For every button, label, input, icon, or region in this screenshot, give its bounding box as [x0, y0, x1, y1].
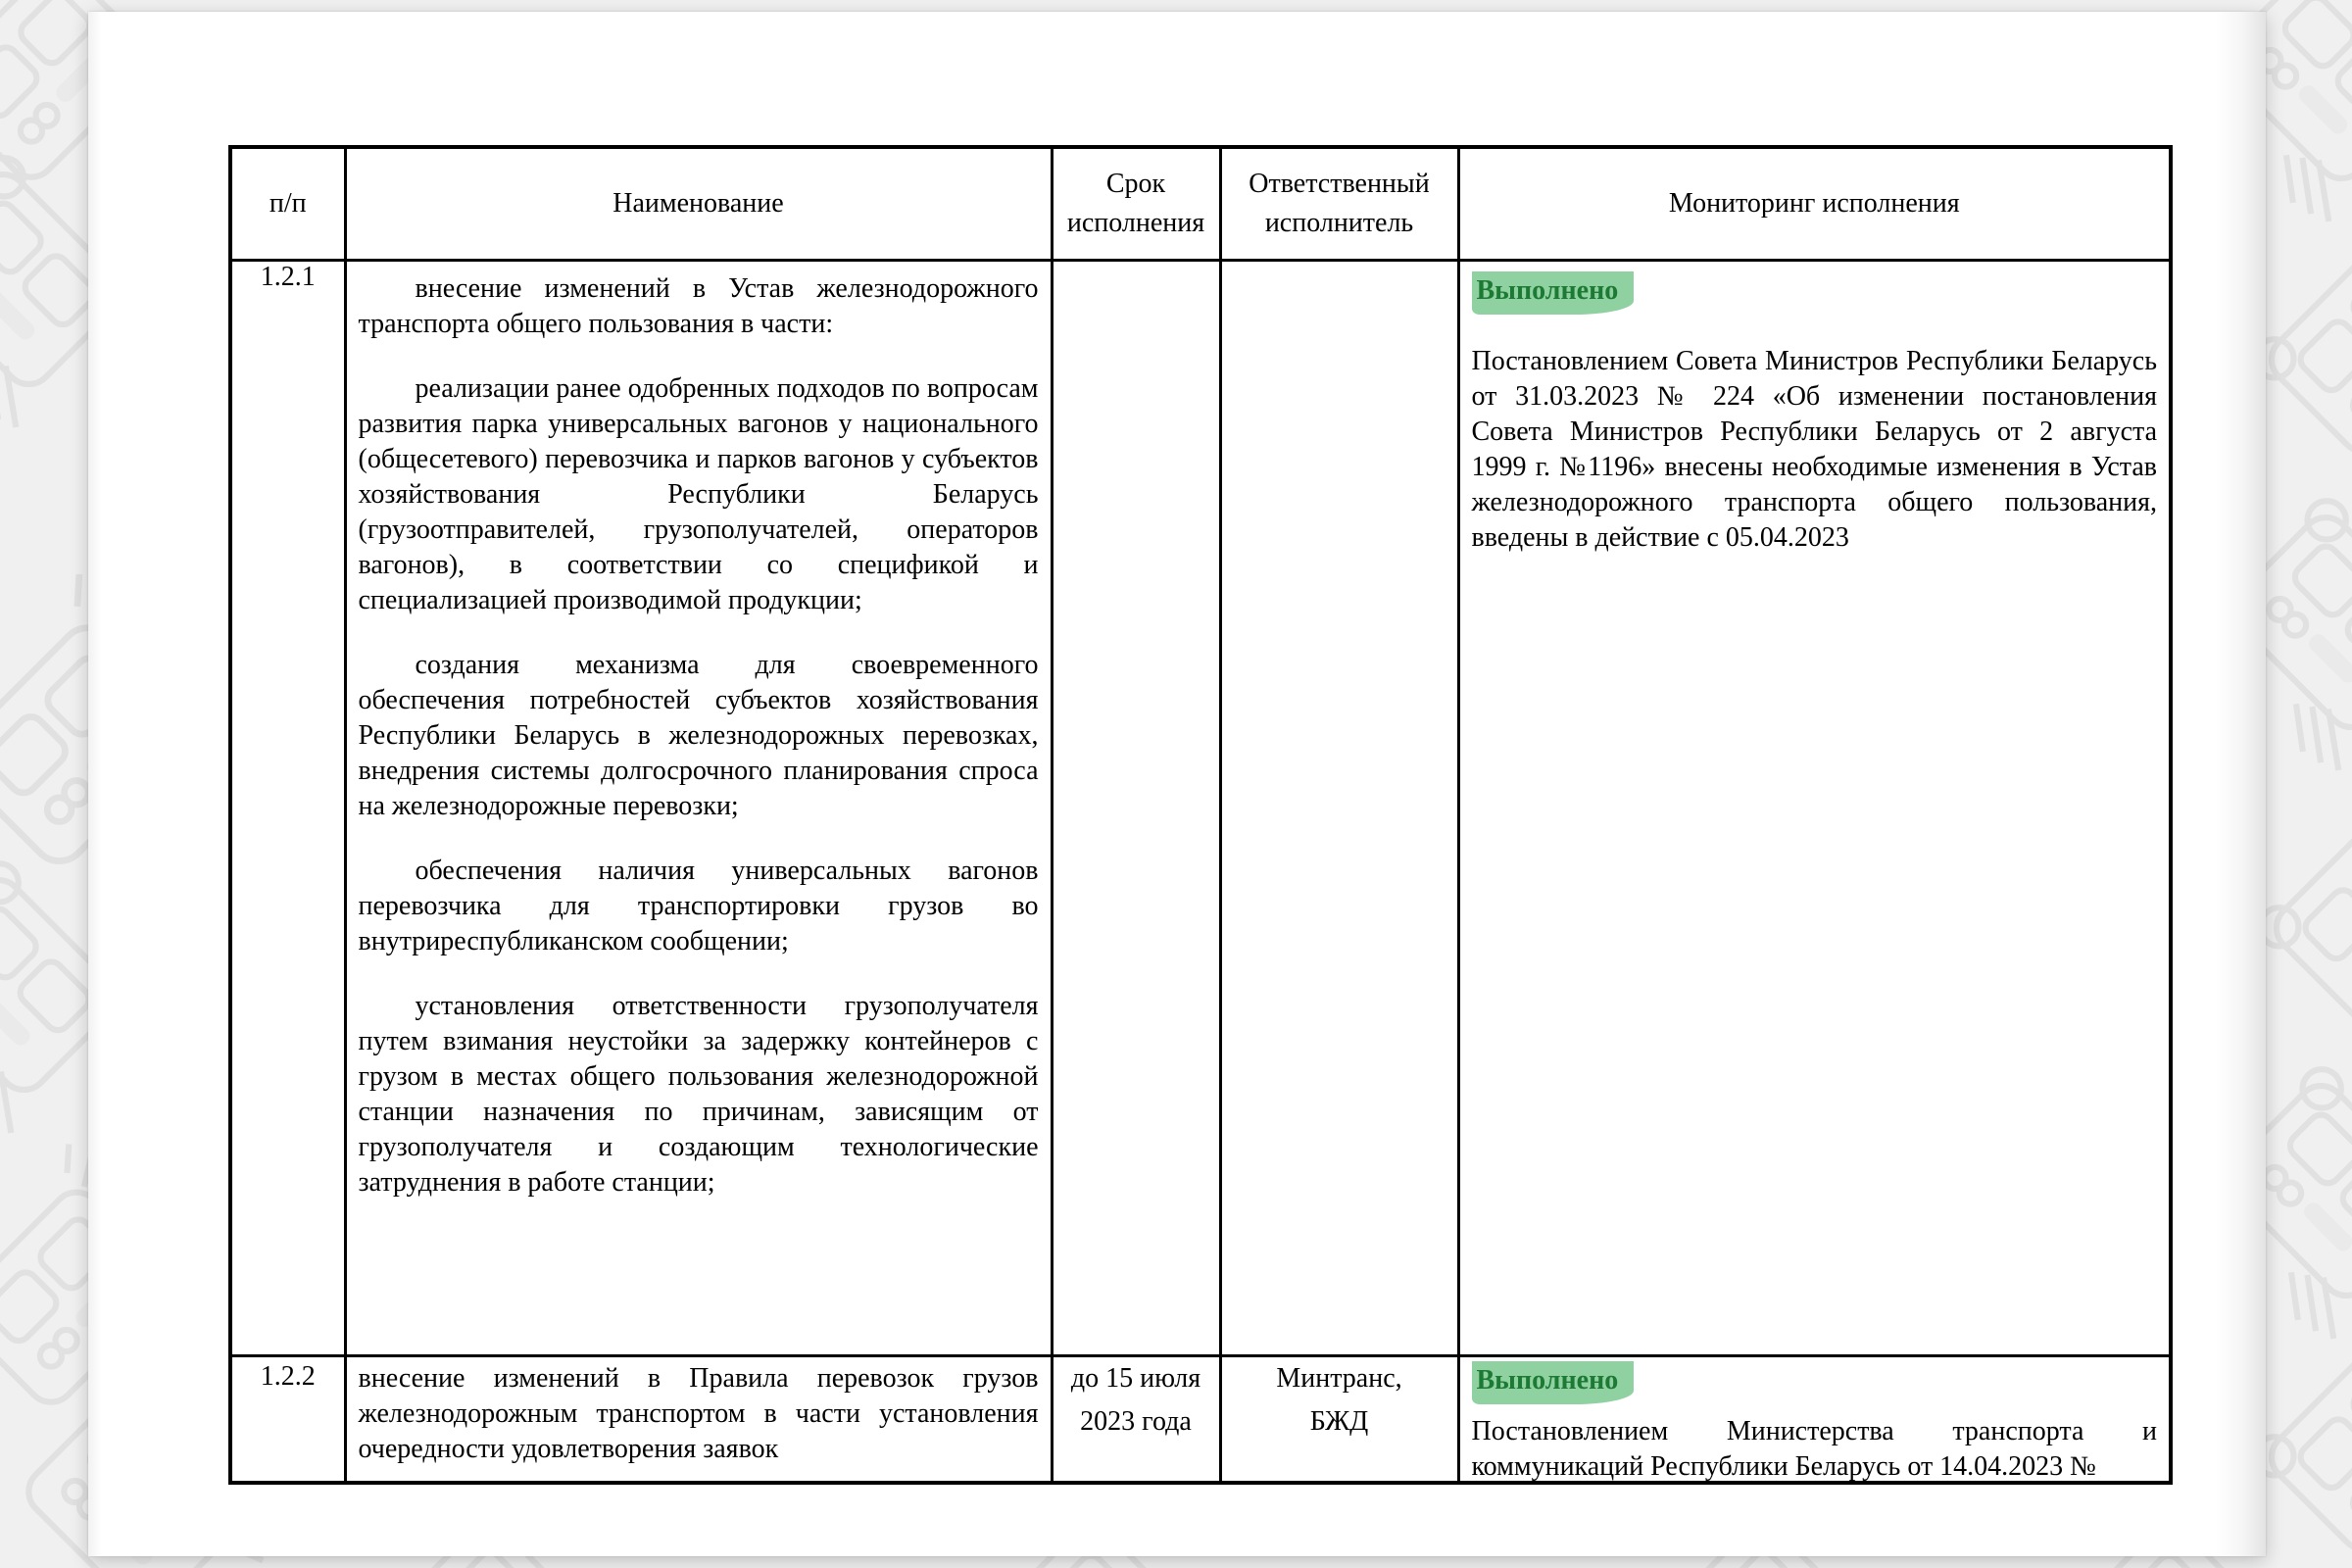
col-header-executor: Ответственный исполнитель — [1220, 147, 1458, 261]
col-header-monitoring: Мониторинг исполнения — [1458, 147, 2171, 261]
table-row — [230, 261, 2171, 1356]
status-line — [1472, 271, 2158, 315]
col-header-name: Наименование — [345, 147, 1052, 261]
name-cell — [345, 1356, 1052, 1484]
document-page — [88, 12, 2266, 1556]
name-paragraph: внесение изменений в Правила перевозок грузов железнодорожным транспортом в части установления очередности удовлетворения заявок — [358, 1363, 1039, 1464]
row-number: 1.2.2 — [260, 1361, 316, 1392]
col-header-term: Срок исполнения — [1052, 147, 1220, 261]
name-paragraph: реализации ранее одобренных подходов по вопросам развития парка универсальных вагонов у национального (общесетевого) перевозчика и парков вагонов у субъектов хозяйствования Республики Беларусь (грузоотправителей, грузополучателей, операторов вагонов), в соответствии со спецификой и специализацией производимой продукции; — [358, 373, 1039, 615]
monitoring-cell — [1458, 1356, 2171, 1484]
table-row — [230, 1356, 2171, 1484]
executor-cell — [1220, 1356, 1458, 1484]
status-badge: Выполнено — [1472, 1361, 1635, 1404]
executor-line: Минтранс, — [1276, 1363, 1402, 1394]
monitoring-cell — [1458, 261, 2171, 1356]
status-line — [1472, 1361, 2158, 1404]
term-cell — [1052, 261, 1220, 1356]
term-line: до 15 июля — [1070, 1363, 1201, 1394]
name-paragraph: установления ответственности грузополучателя путем взимания неустойки за задержку контейнеров с грузом в местах общего пользования железнодорожной станции назначения по причинам, зависящим от грузополучателя и создающим технологические затруднения в работе станции; — [358, 991, 1039, 1198]
name-paragraph: обеспечения наличия универсальных вагонов перевозчика для транспортировки грузов во внутриреспубликанском сообщении; — [358, 856, 1039, 956]
row-number-cell — [230, 1356, 345, 1484]
header-row — [230, 147, 2171, 261]
term-line: 2023 года — [1080, 1406, 1192, 1437]
monitoring-paragraph: Постановлением Совета Министров Республики Беларусь от 31.03.2023 № 224 «Об изменении постановления Совета Министров Республики Беларусь от 2 августа 1999 г. №1196» внесены необходимые изменения в Устав железнодорожного транспорта общего пользования, введены в действие с 05.04.2023 — [1471, 346, 2157, 553]
name-cell — [345, 261, 1052, 1356]
row-number-cell — [230, 261, 345, 1356]
executor-cell — [1220, 261, 1458, 1356]
term-cell — [1052, 1356, 1220, 1484]
col-header-num: п/п — [230, 147, 345, 261]
monitoring-table — [228, 145, 2173, 1485]
monitoring-paragraph: Постановлением Министерства транспорта и коммуникаций Республики Беларусь от 14.04.2023 № — [1471, 1416, 2157, 1481]
row-number: 1.2.1 — [260, 262, 316, 292]
name-paragraph: создания механизма для своевременного обеспечения потребностей субъектов хозяйствования Республики Беларусь в железнодорожных перевозках, внедрения системы долгосрочного планирования спроса на железнодорожные перевозки; — [358, 650, 1039, 821]
executor-line: БЖД — [1309, 1406, 1369, 1437]
status-badge: Выполнено — [1472, 271, 1635, 315]
name-paragraph: внесение изменений в Устав железнодорожного транспорта общего пользования в части: — [358, 273, 1039, 339]
